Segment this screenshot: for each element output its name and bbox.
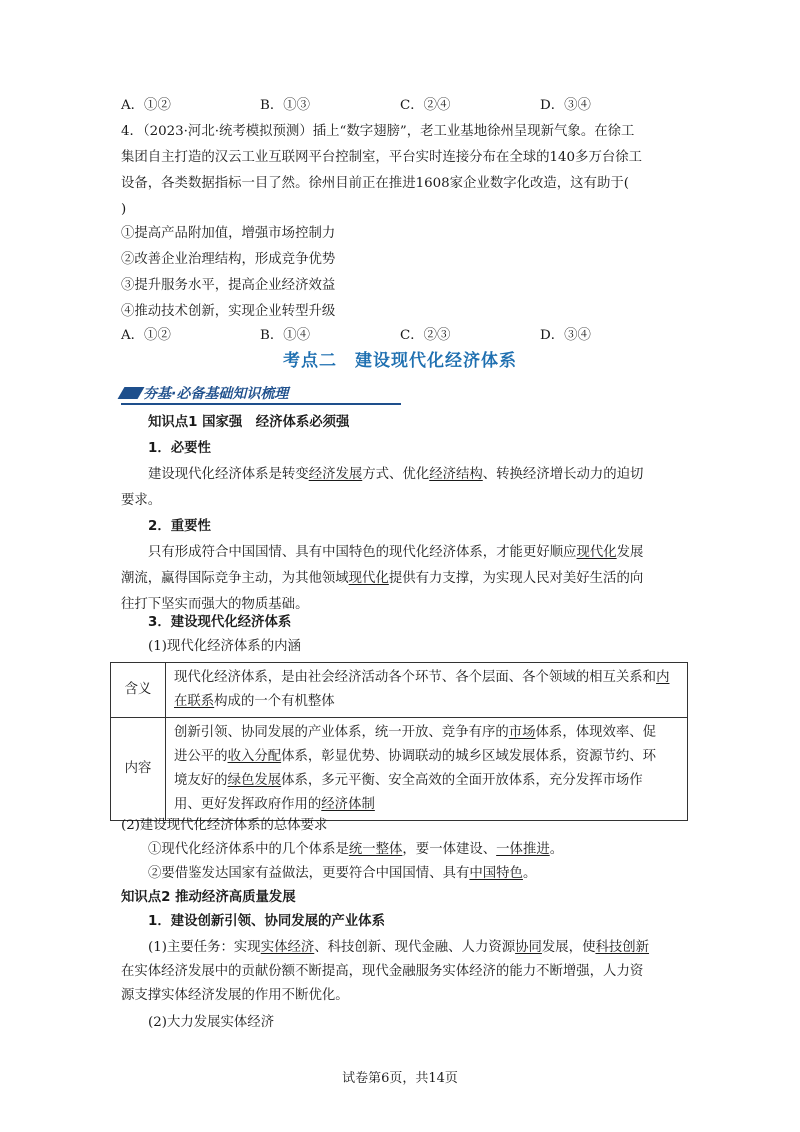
page-footer: 试卷第6页，共14页 bbox=[342, 1071, 458, 1086]
blank-answer: 经济体制 bbox=[321, 797, 375, 812]
section-banner bbox=[121, 383, 401, 407]
q3-option-d: D．③④ bbox=[540, 98, 591, 113]
table-row bbox=[111, 718, 688, 821]
q3-option-b: B．①③ bbox=[260, 98, 311, 113]
q4-option-a: A．①② bbox=[121, 328, 171, 343]
kp1-paragraph-cont: 往打下坚实而强大的物质基础。 bbox=[121, 597, 309, 612]
definition-table bbox=[110, 662, 688, 821]
q3-option-a: A．①② bbox=[121, 98, 171, 113]
blank-answer: 实体经济 bbox=[260, 940, 315, 955]
table-cell: 创新引领、协同发展的产业体系，统一开放、竞争有序的市场体系，体现效率、促 进公平的收入分配体系，彰显优势、协调联动的城乡区域发展体系，资源节约、环 境友好的绿色发展体系，多元平衡、安全高效的全面开放体系，充分发挥市场作 用、更好发挥政府作用的经济体制 bbox=[166, 718, 688, 821]
q4-stem-line: ) bbox=[121, 202, 127, 217]
table-row-head: 含义 bbox=[111, 663, 166, 718]
table-row bbox=[111, 663, 688, 718]
q4-option-d: D．③④ bbox=[540, 328, 591, 343]
q4-item: ④推动技术创新，实现企业转型升级 bbox=[121, 304, 336, 319]
kp1-heading-importance: 2．重要性 bbox=[148, 519, 211, 534]
table-cell: 现代化经济体系，是由社会经济活动各个环节、各个层面、各个领域的相互关系和内在联系构成的一个有机整体 bbox=[166, 663, 688, 718]
q4-option-b: B．①④ bbox=[260, 328, 311, 343]
kp2-heading: 1．建设创新引领、协同发展的产业体系 bbox=[148, 914, 385, 929]
banner-label: 夯基·必备基础知识梳理 bbox=[143, 386, 289, 402]
kp1-subheading: (2)建设现代化经济体系的总体要求 bbox=[121, 818, 328, 833]
blank-answer: 协同 bbox=[515, 940, 542, 955]
q4-item: ②改善企业治理结构，形成竞争优势 bbox=[121, 252, 336, 267]
blank-answer: 绿色发展 bbox=[227, 773, 282, 788]
q4-option-c: C．②③ bbox=[400, 328, 451, 343]
kp1-subheading: (1)现代化经济体系的内涵 bbox=[148, 639, 301, 654]
kp1-heading-build: 3．建设现代化经济体系 bbox=[148, 615, 292, 630]
blank-answer: 科技创新 bbox=[595, 940, 650, 955]
q4-stem-line: 4．（2023·河北·统考模拟预测）插上“数字翅膀”，老工业基地徐州呈现新气象。在徐工 bbox=[121, 124, 635, 139]
blank-answer: 内在联系 bbox=[174, 670, 670, 709]
kp2-paragraph-cont: 在实体经济发展中的贡献份额不断提高，现代金融服务实体经济的能力不断增强，人力资 bbox=[121, 964, 644, 979]
blank-answer: 现代化 bbox=[576, 545, 617, 560]
blank-answer: 中国特色 bbox=[469, 866, 523, 881]
kp1-paragraph: 只有形成符合中国国情、具有中国特色的现代化经济体系，才能更好顺应现代化发展 bbox=[148, 545, 644, 560]
kp1-title: 知识点1 国家强 经济体系必须强 bbox=[148, 415, 350, 430]
blank-answer: 现代化 bbox=[348, 571, 389, 586]
banner-rule bbox=[121, 403, 401, 405]
section-title: 考点二 建设现代化经济体系 bbox=[283, 351, 517, 371]
q4-stem-line: 集团自主打造的汉云工业互联网平台控制室，平台实时连接分布在全球的140多万台徐工 bbox=[121, 150, 643, 165]
q3-option-c: C．②④ bbox=[400, 98, 451, 113]
kp2-title: 知识点2 推动经济高质量发展 bbox=[121, 890, 296, 905]
banner-bar-icon bbox=[118, 387, 145, 399]
kp1-paragraph-cont: 潮流，赢得国际竞争主动，为其他领域现代化提供有力支撑，为实现人民对美好生活的向 bbox=[121, 571, 644, 586]
blank-answer: 一体推进 bbox=[496, 842, 550, 857]
q4-item: ①提高产品附加值，增强市场控制力 bbox=[121, 226, 336, 241]
kp1-requirement: ②要借鉴发达国家有益做法，更要符合中国国情、具有中国特色。 bbox=[148, 866, 537, 881]
blank-answer: 经济发展 bbox=[308, 467, 363, 482]
kp2-subheading: (2)大力发展实体经济 bbox=[148, 1015, 275, 1030]
kp1-paragraph: 建设现代化经济体系是转变经济发展方式、优化经济结构、转换经济增长动力的迫切 bbox=[148, 467, 644, 482]
q4-item: ③提升服务水平，提高企业经济效益 bbox=[121, 278, 336, 293]
kp1-heading-necessity: 1．必要性 bbox=[148, 441, 211, 456]
kp1-paragraph-cont: 要求。 bbox=[121, 493, 162, 508]
blank-answer: 经济结构 bbox=[429, 467, 483, 482]
kp1-requirement: ①现代化经济体系中的几个体系是统一整体，要一体建设、一体推进。 bbox=[148, 842, 564, 857]
table-row-head: 内容 bbox=[111, 718, 166, 821]
blank-answer: 收入分配 bbox=[227, 749, 282, 764]
blank-answer: 统一整体 bbox=[348, 842, 403, 857]
q4-stem-line: 设备，各类数据指标一目了然。徐州目前正在推进1608家企业数字化改造，这有助于( bbox=[121, 176, 629, 191]
kp2-paragraph: (1)主要任务：实现实体经济、科技创新、现代金融、人力资源协同发展，使科技创新 bbox=[148, 940, 650, 955]
kp2-paragraph-cont: 源支撑实体经济发展的作用不断优化。 bbox=[121, 988, 349, 1003]
blank-answer: 市场 bbox=[508, 725, 536, 740]
